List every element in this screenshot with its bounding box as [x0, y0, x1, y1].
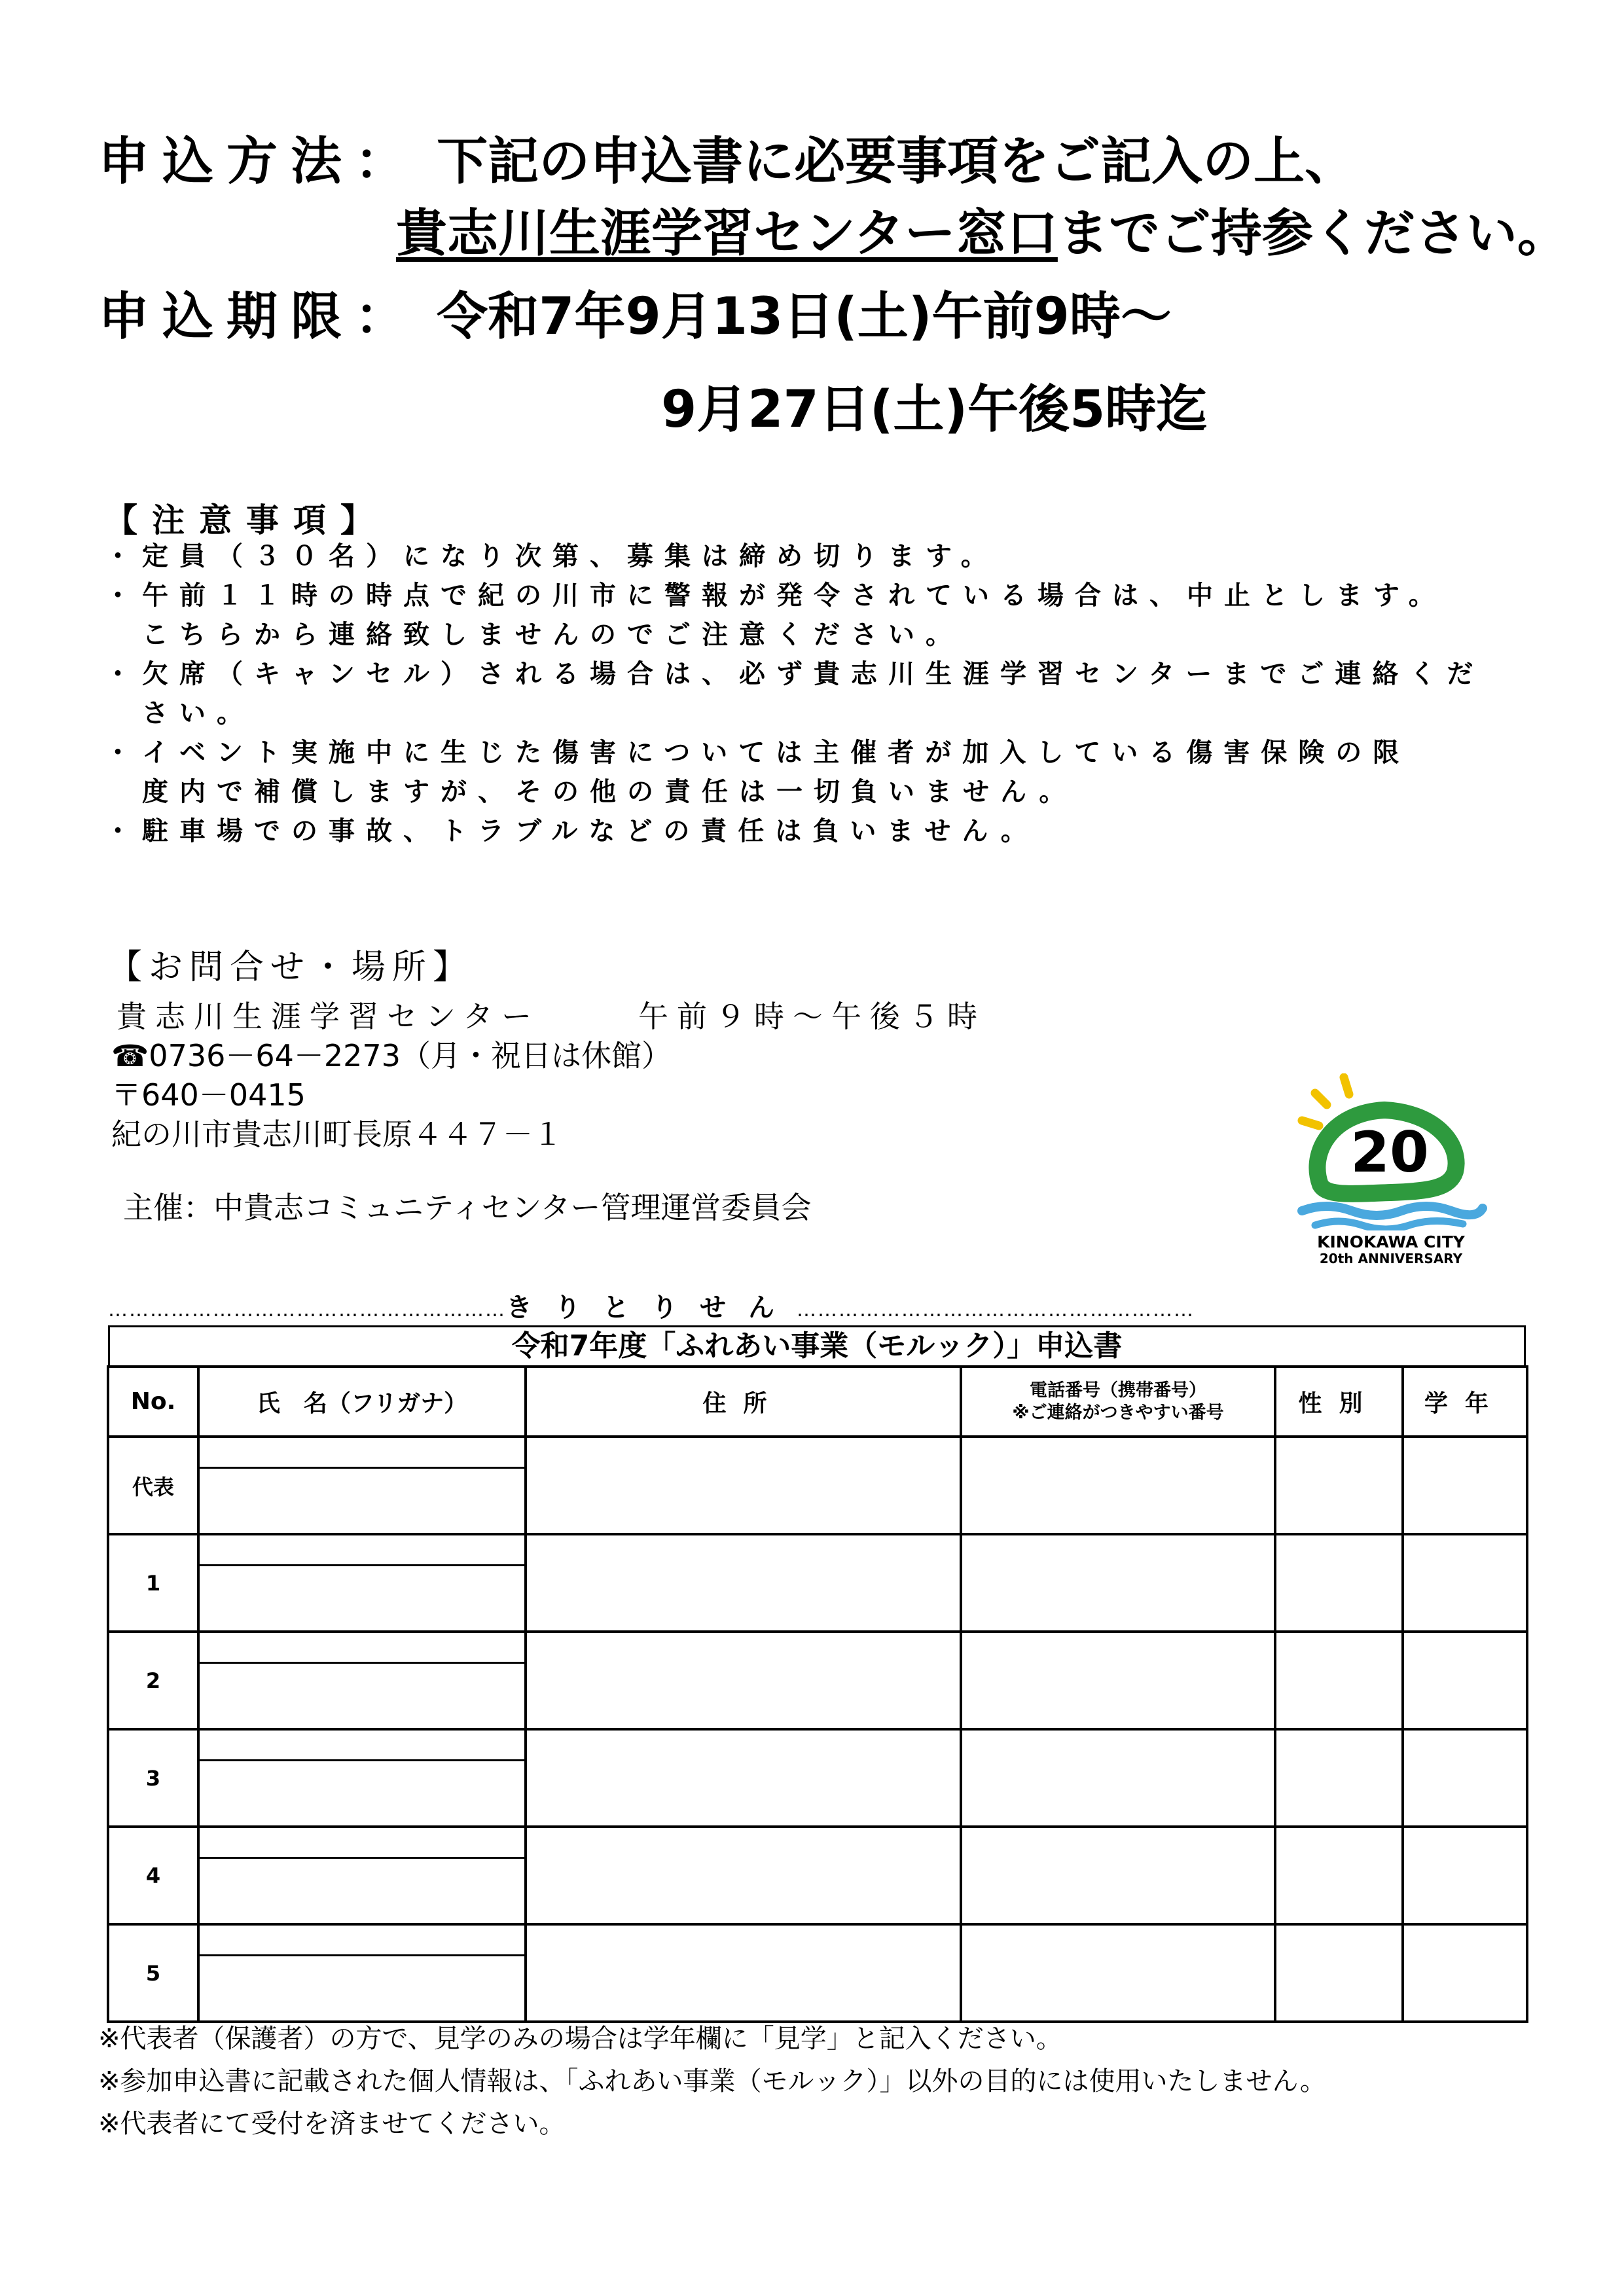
- notes-title: 【注意事項】: [105, 501, 388, 539]
- phone-cell[interactable]: [961, 1924, 1275, 2022]
- name-field[interactable]: [200, 1956, 524, 2020]
- contact-hours: 午前９時～午後５時: [638, 999, 986, 1034]
- table-row: [108, 1729, 1527, 1827]
- cut-line-dots-right: …………………………………………………: [797, 1299, 1195, 1321]
- note-line: ・定員（３０名）になり次第、募集は締め切ります。: [105, 541, 998, 571]
- method-text-line1: 下記の申込書に必要事項をご記入の上、: [437, 132, 1356, 191]
- cut-line: [108, 1295, 1195, 1321]
- method-location-underlined: 貴志川生涯学習センター窓口: [396, 204, 1058, 263]
- logo-text-line1: KINOKAWA CITY: [1317, 1232, 1465, 1251]
- grade-cell[interactable]: [1403, 1924, 1527, 2022]
- address-cell[interactable]: [526, 1827, 961, 1924]
- name-cell[interactable]: [198, 1632, 526, 1729]
- furigana-field[interactable]: [200, 1926, 524, 1956]
- row-number: 1: [108, 1534, 198, 1632]
- row-number: 代表: [108, 1437, 198, 1534]
- grade-cell[interactable]: [1403, 1729, 1527, 1827]
- deadline-line1: 令和7年9月13日(土)午前9時～: [437, 287, 1172, 346]
- row-number: 5: [108, 1924, 198, 2022]
- anniversary-logo-mark: [1293, 1073, 1489, 1230]
- address-cell[interactable]: [526, 1534, 961, 1632]
- contact-title: 【お問合せ・場所】: [108, 948, 474, 987]
- contact-facility: 貴志川生涯学習センター: [117, 999, 541, 1034]
- footnote: ※代表者（保護者）の方で、見学のみの場合は学年欄に「見学」と記入ください。: [98, 2024, 1062, 2054]
- name-cell[interactable]: [198, 1534, 526, 1632]
- wave-line: [1315, 1221, 1463, 1229]
- contact-phone: ☎0736－64－2273（月・祝日は休館）: [111, 1038, 672, 1073]
- gender-cell[interactable]: [1275, 1534, 1403, 1632]
- col-header-phone-line2: ※ご連絡がつきやすい番号: [1012, 1402, 1224, 1423]
- col-header-gender: 性別: [1275, 1367, 1403, 1437]
- phone-cell[interactable]: [961, 1534, 1275, 1632]
- deadline-label: 申込期限：: [98, 287, 420, 346]
- method-line2-rest: までご持参ください。: [1057, 204, 1568, 263]
- table-header-row: [108, 1367, 1527, 1437]
- note-line: さい。: [105, 698, 254, 728]
- row-number: 3: [108, 1729, 198, 1827]
- note-line: 度内で補償しますが、その他の責任は一切負いません。: [105, 777, 1077, 807]
- form-title: 令和7年度「ふれあい事業（モルック）」申込書: [108, 1325, 1526, 1367]
- table-row: [108, 1534, 1527, 1632]
- wave-line: [1302, 1206, 1483, 1215]
- name-cell[interactable]: [198, 1827, 526, 1924]
- application-form-table: [107, 1365, 1528, 2023]
- grade-cell[interactable]: [1403, 1437, 1527, 1534]
- col-header-phone-line1: 電話番号（携帯番号）: [1030, 1380, 1206, 1401]
- table-row: [108, 1924, 1527, 2022]
- name-field[interactable]: [200, 1761, 524, 1825]
- gender-cell[interactable]: [1275, 1827, 1403, 1924]
- name-field[interactable]: [200, 1566, 524, 1630]
- address-cell[interactable]: [526, 1729, 961, 1827]
- logo-number: 20: [1350, 1120, 1429, 1185]
- name-cell[interactable]: [198, 1924, 526, 2022]
- method-label: 申込方法：: [98, 132, 420, 191]
- sun-ray: [1302, 1121, 1319, 1126]
- name-field[interactable]: [200, 1664, 524, 1728]
- gender-cell[interactable]: [1275, 1729, 1403, 1827]
- col-header-address: 住所: [526, 1367, 961, 1437]
- note-line: ・午前１１時の時点で紀の川市に警報が発令されている場合は、中止とします。: [105, 581, 1446, 611]
- address-cell[interactable]: [526, 1437, 961, 1534]
- address-cell[interactable]: [526, 1924, 961, 2022]
- name-field[interactable]: [200, 1469, 524, 1533]
- grade-cell[interactable]: [1403, 1534, 1527, 1632]
- note-line: ・イベント実施中に生じた傷害については主催者が加入している傷害保険の限: [105, 738, 1411, 768]
- col-header-grade: 学年: [1403, 1367, 1527, 1437]
- col-header-name: 氏 名（フリガナ）: [198, 1367, 526, 1437]
- method-line2: [396, 204, 1568, 263]
- contact-address: 紀の川市貴志川町長原４４７－１: [111, 1117, 563, 1152]
- note-line: ・駐車場での事故、トラブルなどの責任は負いません。: [105, 816, 1038, 846]
- sun-ray: [1344, 1077, 1349, 1094]
- note-line: ・欠席（キャンセル）される場合は、必ず貴志川生涯学習センターまでご連絡くだ: [105, 659, 1485, 689]
- name-cell[interactable]: [198, 1437, 526, 1534]
- furigana-field[interactable]: [200, 1535, 524, 1566]
- note-line: こちらから連絡致しませんのでご注意ください。: [105, 620, 963, 650]
- phone-cell[interactable]: [961, 1827, 1275, 1924]
- furigana-field[interactable]: [200, 1633, 524, 1664]
- cut-line-dots-left: …………………………………………………: [108, 1299, 506, 1321]
- grade-cell[interactable]: [1403, 1632, 1527, 1729]
- method-row: [98, 132, 1356, 191]
- footnote: ※代表者にて受付を済ませてください。: [98, 2109, 566, 2139]
- gender-cell[interactable]: [1275, 1924, 1403, 2022]
- organizer: 主催：中貴志コミュニティセンター管理運営委員会: [123, 1190, 812, 1225]
- name-field[interactable]: [200, 1859, 524, 1923]
- gender-cell[interactable]: [1275, 1437, 1403, 1534]
- furigana-field[interactable]: [200, 1438, 524, 1469]
- deadline-row: [98, 287, 1172, 346]
- contact-postal: 〒640－0415: [111, 1077, 306, 1113]
- col-header-phone: [961, 1367, 1275, 1437]
- phone-cell[interactable]: [961, 1632, 1275, 1729]
- address-cell[interactable]: [526, 1632, 961, 1729]
- phone-cell[interactable]: [961, 1437, 1275, 1534]
- row-number: 4: [108, 1827, 198, 1924]
- grade-cell[interactable]: [1403, 1827, 1527, 1924]
- col-header-no: No.: [108, 1367, 198, 1437]
- gender-cell[interactable]: [1275, 1632, 1403, 1729]
- cut-line-label: きりとりせん: [506, 1293, 797, 1323]
- furigana-field[interactable]: [200, 1828, 524, 1859]
- table-row: [108, 1827, 1527, 1924]
- phone-cell[interactable]: [961, 1729, 1275, 1827]
- footnote: ※参加申込書に記載された個人情報は、「ふれあい事業（モルック）」以外の目的には使用いたしません。: [98, 2066, 1326, 2096]
- row-number: 2: [108, 1632, 198, 1729]
- sun-ray: [1315, 1093, 1327, 1105]
- anniversary-logo: [1293, 1073, 1489, 1283]
- deadline-line2: 9月27日(土)午後5時迄: [661, 380, 1208, 439]
- furigana-field[interactable]: [200, 1731, 524, 1761]
- table-row: [108, 1437, 1527, 1534]
- table-row: [108, 1632, 1527, 1729]
- name-cell[interactable]: [198, 1729, 526, 1827]
- logo-text-line2: 20th ANNIVERSARY: [1319, 1250, 1463, 1266]
